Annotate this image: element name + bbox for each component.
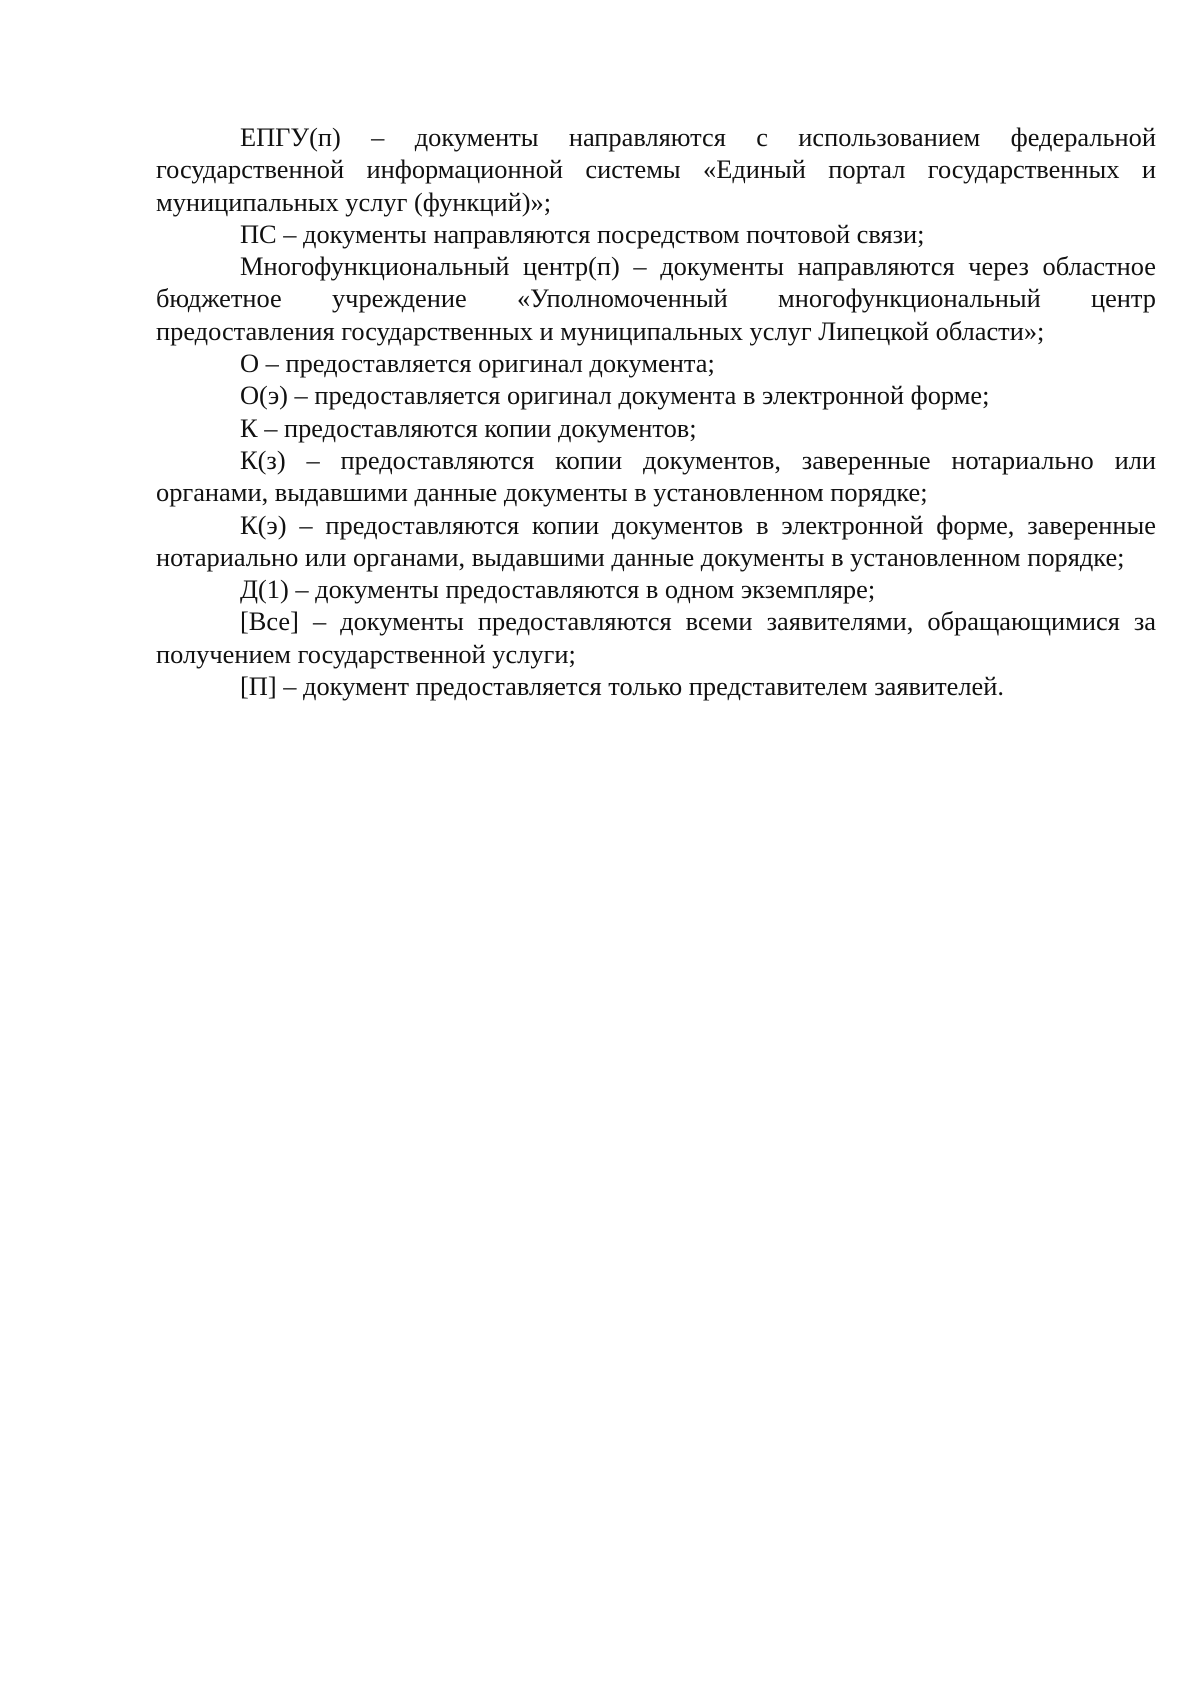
paragraph-original: О – предоставляется оригинал документа; (240, 348, 715, 379)
paragraph-certified-copies: К(з) – предоставляются копии документов, заверенные нотариально или органами, выдавшими данные документы в установленном порядке; (156, 444, 1156, 508)
paragraph-representative: [П] – документ предоставляется только представителем заявителей. (240, 671, 1004, 702)
paragraph-epgu: ЕПГУ(п) – документы направляются с использованием федеральной государственной информационной системы «Единый портал государственных и муниципальных услуг (функций)»; (156, 122, 1156, 217)
paragraph-ps: ПС – документы направляются посредством почтовой связи; (240, 218, 925, 249)
legend-text-block (156, 121, 1156, 702)
paragraph-electronic-copies: К(э) – предоставляются копии документов в электронной форме, заверенные нотариально или органами, выдавшими данные документы в установленном порядке; (156, 509, 1156, 572)
paragraph-copies: К – предоставляются копии документов; (240, 412, 697, 443)
paragraph-original-electronic: О(э) – предоставляется оригинал документа в электронной форме; (240, 380, 990, 411)
paragraph-mfc: Многофункциональный центр(п) – документы направляются через областное бюджетное учреждение «Уполномоченный многофункциональный центр предоставления государственных и муниципальных услуг Липецкой области»; (156, 251, 1156, 346)
paragraph-all-applicants: [Все] – документы предоставляются всеми заявителями, обращающимися за получением государственной услуги; (156, 606, 1156, 669)
paragraph-one-copy: Д(1) – документы предоставляются в одном экземпляре; (240, 574, 876, 605)
